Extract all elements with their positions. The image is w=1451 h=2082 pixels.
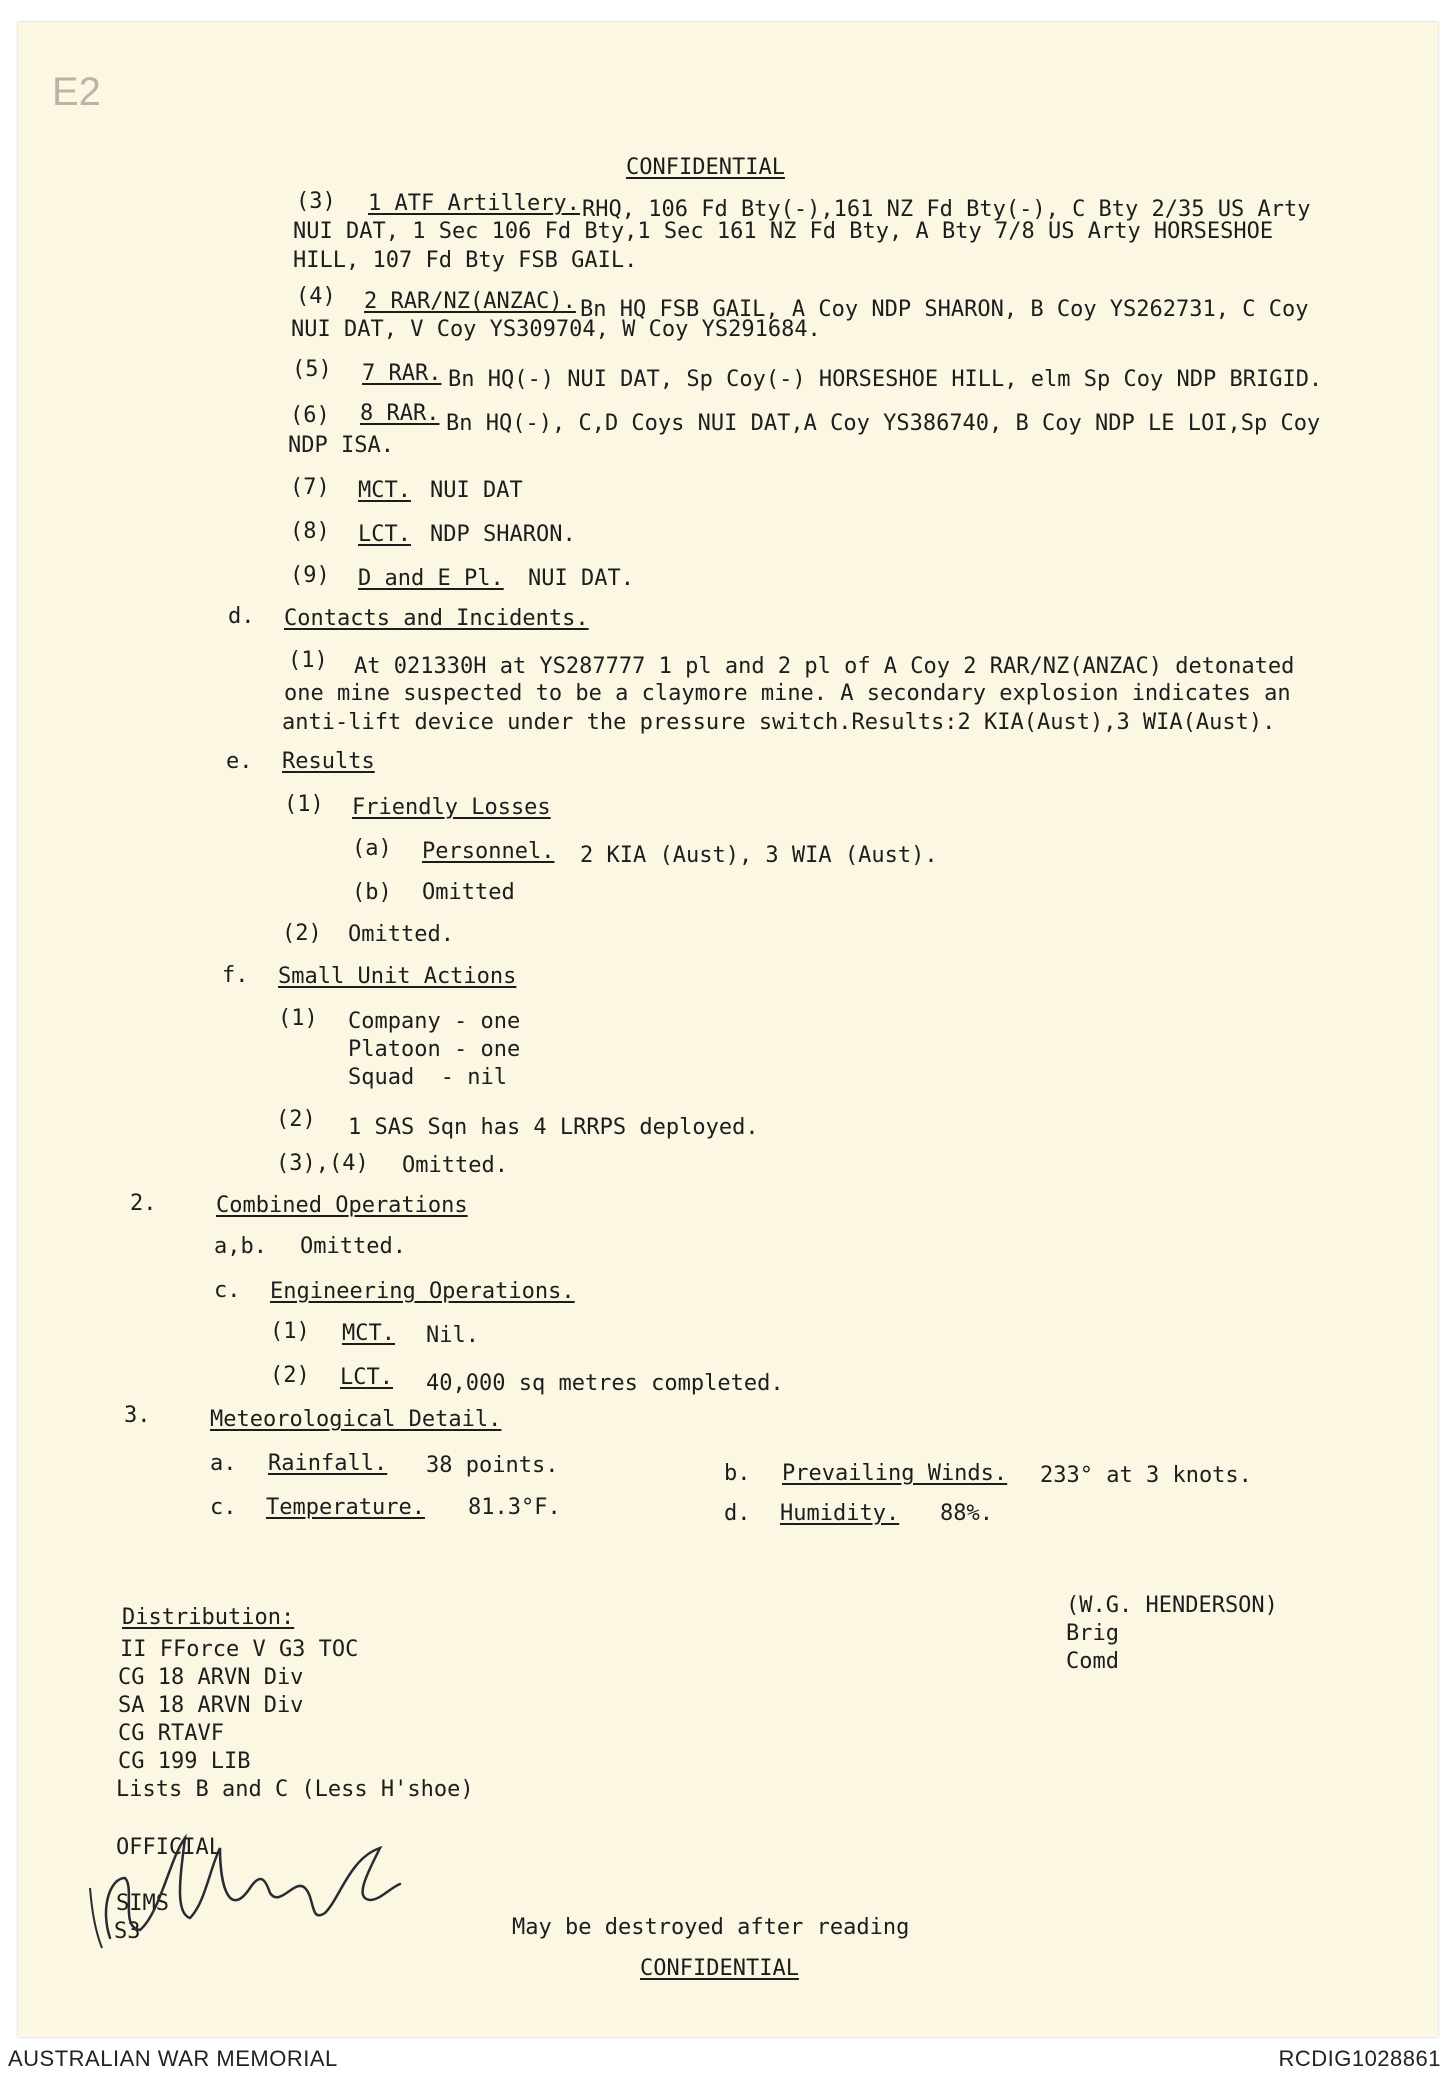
section-2-c2-num: (2) (270, 1363, 310, 1388)
distribution-item: CG RTAVF (118, 1721, 224, 1746)
section-3-a-title: Rainfall. (268, 1451, 388, 1476)
section-3-c-text: 81.3°F. (468, 1495, 561, 1520)
item-3-num: (3) (296, 189, 336, 214)
item-6-line1: Bn HQ(-), C,D Coys NUI DAT,A Coy YS386740, B Coy NDP LE LOI,Sp Coy (446, 411, 1321, 436)
section-d-title: Contacts and Incidents. (284, 606, 589, 631)
section-3-d-text: 88%. (940, 1501, 993, 1526)
section-2-c1-num: (1) (270, 1319, 310, 1344)
section-3-num: 3. (124, 1403, 151, 1428)
section-2-c1-title: MCT. (342, 1321, 395, 1346)
section-d-line2: one mine suspected to be a claymore mine. A secondary explosion indicates an (284, 681, 1291, 706)
section-d-line1: At 021330H at YS287777 1 pl and 2 pl of A Coy 2 RAR/NZ(ANZAC) detonated (354, 654, 1295, 679)
item-5-title: 7 RAR. (362, 361, 442, 386)
section-2-c-title: Engineering Operations. (270, 1279, 575, 1304)
section-e-s1-title: Friendly Losses (352, 795, 551, 820)
item-8-title: LCT. (358, 522, 411, 547)
section-3-b-title: Prevailing Winds. (782, 1461, 1008, 1486)
section-e-a-num: (a) (352, 836, 392, 861)
section-f-s2-text: 1 SAS Sqn has 4 LRRPS deployed. (348, 1115, 759, 1140)
corner-mark: E2 (52, 70, 101, 114)
signatory-name: (W.G. HENDERSON) (1066, 1593, 1278, 1618)
item-4-title: 2 RAR/NZ(ANZAC). (364, 289, 576, 314)
section-f-squad: Squad - nil (348, 1065, 507, 1090)
distribution-item: CG 18 ARVN Div (118, 1665, 304, 1690)
section-3-b-text: 233° at 3 knots. (1040, 1463, 1252, 1488)
distribution-title: Distribution: (122, 1605, 295, 1630)
item-3-title: 1 ATF Artillery. (368, 191, 580, 216)
section-2-c2-text: 40,000 sq metres completed. (426, 1371, 784, 1396)
item-4-line1: Bn HQ FSB GAIL, A Coy NDP SHARON, B Coy YS262731, C Coy (580, 297, 1309, 322)
archive-id: RCDIG1028861 (1278, 2046, 1441, 2071)
archive-source: AUSTRALIAN WAR MEMORIAL (8, 2046, 338, 2071)
section-2-num: 2. (130, 1191, 157, 1216)
section-e-s1-num: (1) (284, 792, 324, 817)
section-d-letter: d. (228, 604, 255, 629)
section-3-c: c. (210, 1495, 237, 1520)
item-9-title: D and E Pl. (358, 566, 504, 591)
section-2-c1-text: Nil. (426, 1323, 479, 1348)
section-e-letter: e. (226, 749, 253, 774)
item-9-num: (9) (290, 563, 330, 588)
signatory-rank: Brig (1066, 1621, 1119, 1646)
section-f-s34-num: (3),(4) (276, 1151, 369, 1176)
section-2-title: Combined Operations (216, 1193, 468, 1218)
item-7-text: NUI DAT (430, 478, 523, 503)
official-name: SIMS (116, 1891, 169, 1916)
section-d-num: (1) (288, 648, 328, 673)
footer-confidential: CONFIDENTIAL (640, 1956, 799, 1981)
section-e-s2-text: Omitted. (348, 922, 454, 947)
handwritten-signature (80, 1818, 440, 1958)
section-2-c: c. (214, 1278, 241, 1303)
section-3-a-text: 38 points. (426, 1453, 559, 1478)
item-7-num: (7) (290, 475, 330, 500)
item-3-line2: NUI DAT, 1 Sec 106 Fd Bty,1 Sec 161 NZ Fd Bty, A Bty 7/8 US Arty HORSESHOE (293, 219, 1274, 244)
section-d-line3: anti-lift device under the pressure switch.Results:2 KIA(Aust),3 WIA(Aust). (282, 710, 1276, 735)
official-label: OFFICIAL (116, 1835, 222, 1860)
header-confidential: CONFIDENTIAL (626, 155, 785, 180)
item-3-line1: RHQ, 106 Fd Bty(-),161 NZ Fd Bty(-), C Bty 2/35 US Arty (582, 197, 1311, 222)
distribution-item: SA 18 ARVN Div (118, 1693, 304, 1718)
section-e-a-text: 2 KIA (Aust), 3 WIA (Aust). (580, 843, 938, 868)
item-9-text: NUI DAT. (528, 566, 634, 591)
section-f-platoon: Platoon - one (348, 1037, 521, 1062)
section-2-c2-title: LCT. (340, 1365, 393, 1390)
section-f-title: Small Unit Actions (278, 964, 517, 989)
item-4-num: (4) (296, 284, 336, 309)
section-e-a-title: Personnel. (422, 839, 555, 864)
section-f-company: Company - one (348, 1009, 521, 1034)
destroy-note: May be destroyed after reading (512, 1915, 910, 1940)
item-7-title: MCT. (358, 478, 411, 503)
distribution-item: CG 199 LIB (118, 1749, 251, 1774)
item-8-text: NDP SHARON. (430, 522, 576, 547)
distribution-item: Lists B and C (Less H'shoe) (116, 1777, 474, 1802)
item-6-line2: NDP ISA. (288, 433, 394, 458)
section-e-s2-num: (2) (282, 921, 322, 946)
item-6-num: (6) (290, 403, 330, 428)
section-3-a: a. (210, 1451, 237, 1476)
section-3-d: d. (724, 1501, 751, 1526)
item-5-num: (5) (292, 357, 332, 382)
section-3-c-title: Temperature. (266, 1495, 425, 1520)
section-f-letter: f. (222, 963, 249, 988)
item-5-line1: Bn HQ(-) NUI DAT, Sp Coy(-) HORSESHOE HILL, elm Sp Coy NDP BRIGID. (448, 367, 1323, 392)
section-3-b: b. (724, 1461, 751, 1486)
section-3-d-title: Humidity. (780, 1501, 900, 1526)
section-f-s1-num: (1) (278, 1006, 318, 1031)
section-e-b-num: (b) (352, 880, 392, 905)
section-f-s2-num: (2) (276, 1107, 316, 1132)
section-2-ab-text: Omitted. (300, 1234, 406, 1259)
signatory-role: Comd (1066, 1649, 1119, 1674)
section-3-title: Meteorological Detail. (210, 1407, 502, 1432)
section-f-s34-text: Omitted. (402, 1153, 508, 1178)
item-3-line3: HILL, 107 Fd Bty FSB GAIL. (293, 248, 638, 273)
item-6-title: 8 RAR. (360, 401, 440, 426)
section-2-ab: a,b. (214, 1234, 267, 1259)
section-e-title: Results (282, 749, 375, 774)
item-4-line2: NUI DAT, V Coy YS309704, W Coy YS291684. (291, 317, 821, 342)
section-e-b-text: Omitted (422, 880, 515, 905)
distribution-item: II FForce V G3 TOC (120, 1637, 359, 1662)
item-8-num: (8) (290, 519, 330, 544)
official-role: S3 (114, 1919, 141, 1944)
